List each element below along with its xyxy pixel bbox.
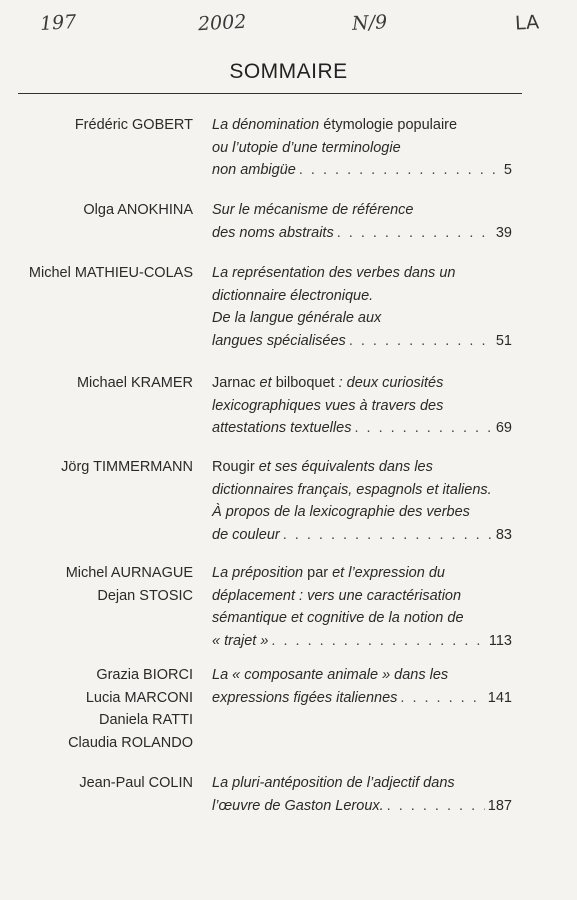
title-segment: Jarnac: [212, 375, 256, 391]
title-rule: [18, 93, 522, 94]
title-line: [212, 479, 512, 502]
dot-leader: [354, 417, 492, 440]
author-name: Olga ANOKHINA: [83, 202, 193, 218]
title-line: [212, 137, 512, 160]
title-segment: De la langue générale aux: [212, 310, 382, 326]
title-segment: ou l’utopie d’une terminologie: [212, 139, 401, 156]
title-last-line: [212, 795, 512, 818]
title-last-line: [212, 630, 512, 653]
toc-title: [212, 262, 512, 352]
toc-title: [212, 372, 512, 440]
title-line: [212, 585, 512, 608]
title-line: [212, 285, 512, 308]
title-segment: Sur le mécanisme de référence: [212, 202, 414, 218]
author-name: Michael KRAMER: [76, 375, 193, 391]
toc-title: [212, 772, 512, 817]
author-name: Frédéric GOBERT: [74, 117, 193, 133]
title-line: [212, 456, 512, 479]
title-last-text: non ambigüe: [212, 162, 296, 178]
dot-leader: [400, 687, 484, 710]
title-last-line: [212, 222, 512, 245]
title-segment: et l’expression du: [328, 565, 445, 581]
title-segment: et ses équivalents dans les: [254, 459, 433, 475]
title-segment: La pluri-antéposition de l’adjectif dans: [212, 775, 455, 791]
toc-title: [212, 562, 512, 652]
title-line: [212, 199, 512, 222]
toc-title: [212, 456, 512, 546]
page-number: 141: [487, 689, 512, 706]
toc-title: [212, 664, 512, 709]
dot-leader: [299, 159, 501, 182]
title-line: [212, 114, 512, 137]
page-number: 69: [495, 420, 512, 436]
title-segment: La dénomination: [212, 117, 324, 133]
dot-leader: [271, 630, 485, 653]
page-number: 39: [495, 224, 512, 241]
title-line: [212, 307, 512, 330]
dot-leader: [387, 795, 485, 818]
toc-authors: [3, 262, 193, 285]
title-segment: La préposition: [212, 565, 308, 581]
page-number: 5: [503, 162, 512, 178]
title-last-text: de couleur: [212, 526, 280, 543]
title-last-text: attestations textuelles: [212, 420, 352, 436]
handwritten-note-left: 197: [39, 11, 77, 35]
title-segment: par: [307, 565, 329, 581]
author-name: Grazia BIORCI: [96, 667, 193, 683]
toc-authors: [3, 372, 193, 395]
title-last-text: langues spécialisées: [212, 332, 346, 349]
title-segment: dictionnaires français, espagnols et italiens.: [212, 481, 492, 498]
author-name: Michel MATHIEU-COLAS: [28, 265, 193, 281]
page-number: 83: [495, 526, 512, 543]
page-number: 51: [495, 332, 512, 349]
title-segment: et: [255, 375, 276, 391]
page-number: 187: [487, 797, 512, 814]
toc-authors: [3, 772, 193, 795]
title-last-text: « trajet »: [212, 632, 269, 649]
author-name: Lucia MARCONI: [85, 689, 193, 706]
author-name: Jörg TIMMERMANN: [61, 459, 193, 475]
handwritten-note-corner: LA: [514, 11, 540, 35]
title-line: [212, 772, 512, 795]
title-last-text: expressions figées italiennes: [212, 689, 398, 706]
title-segment: Rougir: [212, 459, 255, 475]
title-last-line: [212, 524, 512, 547]
dot-leader: [283, 524, 493, 547]
title-segment: sémantique et cognitive de la notion de: [212, 610, 464, 626]
title-line: [212, 607, 512, 630]
title-line: [212, 262, 512, 285]
title-line: [212, 562, 512, 585]
author-name: Dejan STOSIC: [97, 587, 193, 604]
title-last-line: [212, 159, 512, 182]
dot-leader: [349, 330, 493, 353]
title-segment: : deux curiosités: [334, 375, 444, 391]
title-segment: étymologie populaire: [323, 117, 458, 133]
toc-authors: [3, 456, 193, 479]
title-line: [212, 664, 512, 687]
toc-authors: [3, 114, 193, 137]
toc-authors: [3, 562, 193, 607]
title-segment: La représentation des verbes dans un: [212, 265, 456, 281]
title-segment: lexicographiques vues à travers des: [212, 397, 444, 414]
dot-leader: [337, 222, 493, 245]
title-last-text: des noms abstraits: [212, 224, 334, 241]
author-name: Claudia ROLANDO: [68, 734, 193, 751]
title-segment: bilboquet: [275, 375, 335, 391]
title-last-line: [212, 687, 512, 710]
title-last-text: l’œuvre de Gaston Leroux.: [212, 797, 384, 814]
page-title: SOMMAIRE: [229, 60, 348, 83]
handwritten-note-year: 2002: [197, 10, 247, 36]
toc-authors: [3, 199, 193, 222]
toc-title: [212, 114, 512, 182]
author-name: Jean-Paul COLIN: [79, 775, 193, 791]
page-number: 113: [488, 632, 512, 649]
title-line: [212, 372, 512, 395]
title-last-line: [212, 417, 512, 440]
title-segment: La « composante animale » dans les: [212, 667, 449, 683]
title-segment: À propos de la lexicographie des verbes: [212, 504, 470, 520]
handwritten-note-mark: N/9: [351, 11, 388, 35]
toc-title: [212, 199, 512, 244]
author-name: Daniela RATTI: [98, 712, 193, 728]
title-segment: dictionnaire électronique.: [212, 287, 374, 304]
toc-authors: [3, 664, 193, 754]
title-line: [212, 395, 512, 418]
author-name: Michel AURNAGUE: [65, 565, 193, 581]
title-last-line: [212, 330, 512, 353]
title-line: [212, 501, 512, 524]
title-segment: déplacement : vers une caractérisation: [212, 587, 462, 604]
